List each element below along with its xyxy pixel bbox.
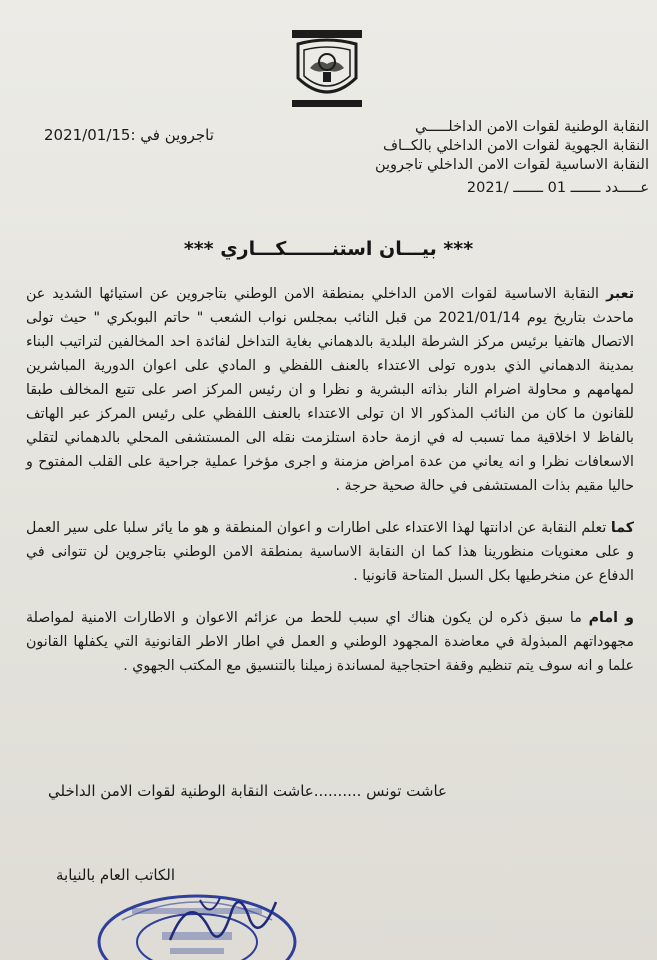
paragraph-3-text: ما سبق ذكره لن يكون هناك اي سبب للحط من عزائم الاعوان و الاطارات الامنية لمواصلة مجهوداتهم المبذولة في معاضدة المجهود الوطني و العمل في اطار الاطر القانونية التي يكفلها القانون علما و انه سوف يتم تنظيم وقفة احتجاجية لمساندة زميلنا بالتنسيق مع المكتب الجهوي . xyxy=(26,610,634,674)
org-local: النقابة الاساسية لقوات الامن الداخلي تاجروين xyxy=(374,157,649,173)
signer-title: الكاتب العام بالنيابة xyxy=(56,866,176,884)
paragraph-1-lead: تعبر xyxy=(606,286,635,302)
union-emblem-icon xyxy=(290,28,364,110)
paragraph-3-lead: و امام xyxy=(588,610,634,626)
document-date: تاجروين في :2021/01/15 xyxy=(44,126,214,144)
signature-icon xyxy=(150,880,290,960)
closing-slogan: عاشت تونس ..........عاشت النقابة الوطنية لقوات الامن الداخلي xyxy=(48,782,447,800)
org-regional: النقابة الجهوية لقوات الامن الداخلي بالكــاف xyxy=(382,138,649,154)
letterhead xyxy=(349,118,649,198)
reference-number: عـــــدد ـــــــ 01 ـــــــ /2021 xyxy=(466,180,649,196)
paragraph-3 xyxy=(26,606,634,678)
statement-title: *** بيـــان استنـــــــكـــاري *** xyxy=(183,238,474,260)
paragraph-2 xyxy=(26,516,634,588)
paragraph-1-text: النقابة الاساسية لقوات الامن الداخلي بمنطقة الامن الوطني بتاجروين عن استيائها الشديد عن ماحدث بتاريخ يوم 2021/01/14 من قبل النائب بمجلس نواب الشعب " حاتم البوبكري " حيث تولى الاتصال هاتفيا برئيس مركز الشرطة البلدية بالدهماني بغاية التداخل لفائدة احد المخالفين لتراتيب البناء بمدينة الدهماني الذي بدوره تولى الاعتداء بالعنف اللفظي و المادي على اعوان الدورية المباشرين لمهامهم و محاولة اضرام النار بذاته البشرية و نظرا و ان رئيس المركز اصر على تتبع المخالف طبقا للقانون ما كان من النائب المذكور الا ان تولى الاعتداء بالعنف اللفظي على رئيس المركز عبر الهاتف بالفاظ لا اخلاقية مما تسبب له في ازمة حادة استلزمت نقله الى المستشفى المحلي بالدهماني لتقلي الاسعافات نظرا و انه يعاني من عدة امراض مزمنة و اجرى مؤخرا عملية جراحية على القلب المفتوح و حاليا مقيم بذات المستشفى في حالة صحية حرجة . xyxy=(26,286,634,494)
paragraph-1 xyxy=(26,282,634,498)
statement-body xyxy=(26,282,634,696)
paragraph-2-text: تعلم النقابة عن ادانتها لهذا الاعتداء على اطارات و اعوان المنطقة و هو ما يائر سلبا على سير العمل و على معنويات منظورينا هذا كما ان النقابة الاساسية بمنطقة الامن الوطني بتاجروين لن تتوانى في الدفاع عن منخرطيها بكل السبل المتاحة قانونيا . xyxy=(26,520,634,584)
paragraph-2-lead: كما xyxy=(610,520,634,536)
org-national: النقابة الوطنية لقوات الامن الداخلـــــي xyxy=(414,119,649,135)
